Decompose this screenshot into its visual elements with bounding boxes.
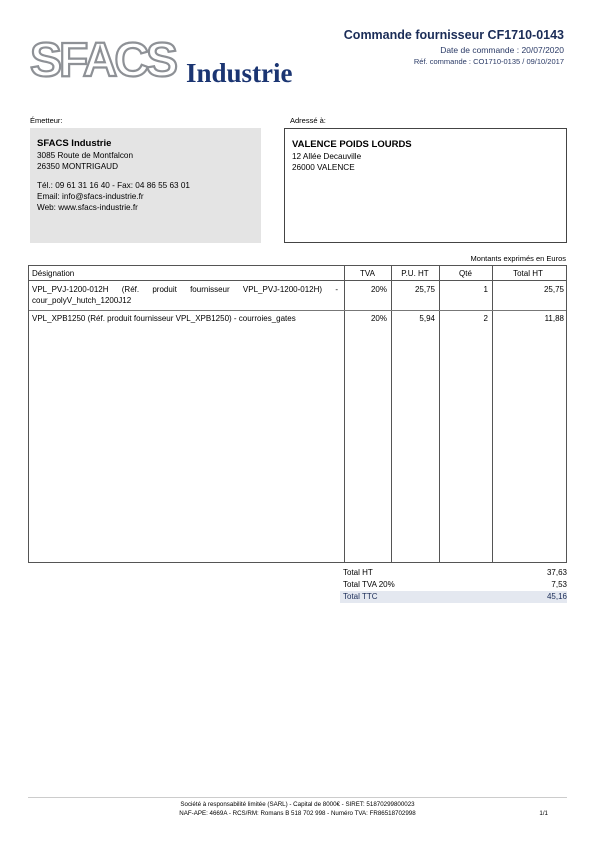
page-number: 1/1 xyxy=(539,810,548,817)
row2-tva: 20% xyxy=(370,314,387,323)
sender-web: Web: www.sfacs-industrie.fr xyxy=(37,203,138,212)
recipient-label: Adressé à: xyxy=(290,116,326,125)
total-tva-row xyxy=(340,579,567,591)
sender-name: SFACS Industrie xyxy=(37,138,112,149)
header-quantity: Qté xyxy=(459,269,472,278)
sender-phone: Tél.: 09 61 31 16 40 - Fax: 04 86 55 63 01 xyxy=(37,181,190,190)
sender-address-line2: 26350 MONTRIGAUD xyxy=(37,162,118,171)
totals-block xyxy=(340,567,567,603)
header-tva: TVA xyxy=(360,269,375,278)
total-ttc-value: 45,16 xyxy=(546,592,567,601)
row2-designation: VPL_XPB1250 (Réf. produit fournisseur VPL_XPB1250) - courroies_gates xyxy=(32,314,296,323)
row2-unit-price: 5,94 xyxy=(419,314,435,323)
recipient-address-line2: 26000 VALENCE xyxy=(292,163,355,172)
header-total: Total HT xyxy=(513,269,543,278)
row1-total: 25,75 xyxy=(543,285,564,294)
document-title: Commande fournisseur CF1710-0143 xyxy=(343,28,564,42)
order-reference: Réf. commande : CO1710-0135 / 09/10/2017 xyxy=(413,57,564,66)
row1-designation: VPL_PVJ-1200-012H (Réf. produit fournisseur VPL_PVJ-1200-012H) - cour_polyV_hutch_1200J12 xyxy=(32,285,338,305)
total-ht-value: 37,63 xyxy=(546,568,567,577)
row2-quantity: 2 xyxy=(483,314,488,323)
footer-legal-line2: NAF-APE: 4669A - RCS/RM: Romans B 518 702 998 - Numéro TVA: FR86518702998 xyxy=(179,810,416,817)
total-ttc-label: Total TTC xyxy=(343,592,378,601)
recipient-address-line1: 12 Allée Decauville xyxy=(292,152,362,161)
header-unit-price: P.U. HT xyxy=(401,269,429,278)
row1-quantity: 1 xyxy=(483,285,488,294)
currency-note: Montants exprimés en Euros xyxy=(470,254,566,263)
sender-address-line1: 3085 Route de Montfalcon xyxy=(37,151,134,160)
company-logo xyxy=(28,30,318,90)
row2-total: 11,88 xyxy=(544,314,564,323)
order-date: Date de commande : 20/07/2020 xyxy=(440,45,564,55)
total-ht-label: Total HT xyxy=(343,568,373,577)
total-ttc-row xyxy=(340,591,567,603)
sender-label: Émetteur: xyxy=(30,116,63,125)
logo-sub-text: Industrie xyxy=(186,58,293,88)
row1-unit-price: 25,75 xyxy=(414,285,435,294)
total-tva-value: 7,53 xyxy=(551,580,567,589)
total-tva-label: Total TVA 20% xyxy=(343,580,395,589)
footer-legal-line1: Société à responsabilité limitée (SARL) - Capital de 8000€ - SIRET: 51870299800023 xyxy=(180,801,415,808)
order-lines-table xyxy=(28,265,567,563)
header-designation: Désignation xyxy=(32,269,75,278)
sender-box xyxy=(30,128,261,243)
row1-tva: 20% xyxy=(370,285,387,294)
footer-divider xyxy=(28,797,567,798)
sender-email: Email: info@sfacs-industrie.fr xyxy=(37,192,144,201)
logo-main-text: SFACS xyxy=(30,34,176,87)
total-ht-row xyxy=(340,567,567,579)
recipient-box xyxy=(284,128,567,243)
recipient-name: VALENCE POIDS LOURDS xyxy=(292,139,412,150)
